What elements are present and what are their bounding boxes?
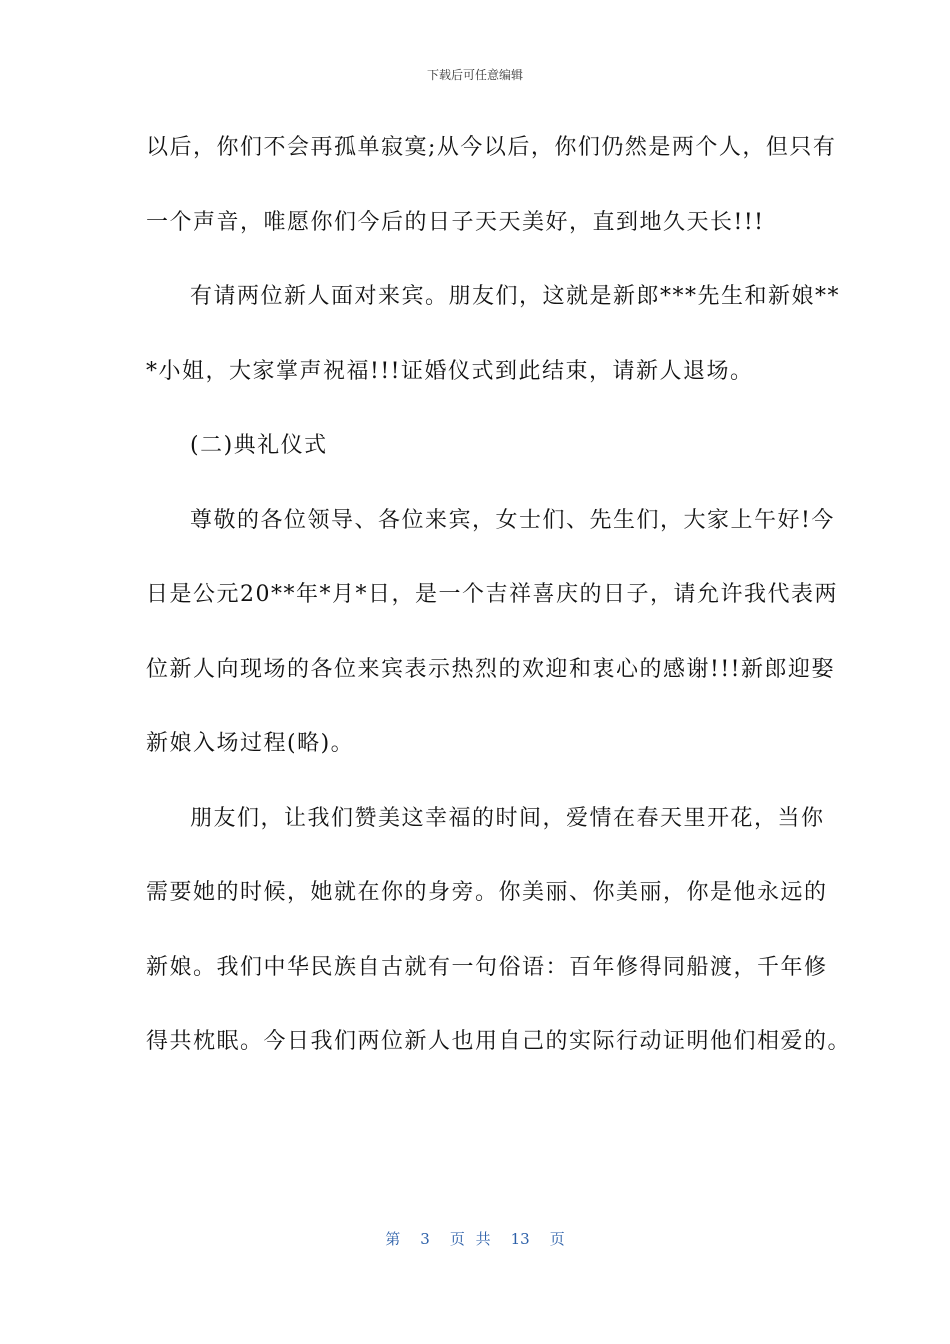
body-line: 需要她的时候，她就在你的身旁。你美丽、你美丽，你是他永远的 [146, 880, 828, 905]
body-line: 新娘入场过程(略)。 [146, 731, 355, 756]
body-line: 新娘。我们中华民族自古就有一句俗语：百年修得同船渡，千年修 [146, 954, 828, 980]
footer-total-pages: 13 [510, 1230, 530, 1248]
section-heading: (二)典礼仪式 [190, 433, 328, 458]
body-line: 以后，你们不会再孤单寂寞;从今以后，你们仍然是两个人，但只有 [146, 135, 837, 160]
paragraph-start-line: 尊敬的各位领导、各位来宾，女士们、先生们，大家上午好!今 [190, 507, 835, 533]
body-line: 日是公元20**年*月*日，是一个吉祥喜庆的日子，请允许我代表两 [146, 582, 838, 607]
page-footer [0, 1228, 950, 1249]
footer-current-page: 3 [420, 1230, 430, 1248]
body-line: 位新人向现场的各位来宾表示热烈的欢迎和衷心的感谢!!!新郎迎娶 [146, 656, 836, 682]
footer-label-page: 第 [385, 1230, 401, 1248]
footer-label-end: 页 [549, 1230, 565, 1248]
body-line: 得共枕眠。今日我们两位新人也用自己的实际行动证明他们相爱的。 [146, 1029, 852, 1054]
paragraph-start-line: 有请两位新人面对来宾。朋友们，这就是新郎***先生和新娘** [190, 284, 841, 309]
body-line: 一个声音，唯愿你们今后的日子天天美好，直到地久天长!!! [146, 209, 765, 235]
page-header: 下载后可任意编辑 [426, 68, 523, 82]
document-body [146, 128, 852, 1097]
body-line: *小姐，大家掌声祝福!!!证婚仪式到此结束，请新人退场。 [146, 358, 754, 384]
paragraph-start-line: 朋友们，让我们赞美这幸福的时间，爱情在春天里开花，当你 [190, 805, 825, 831]
footer-label-total: 页 共 [449, 1230, 491, 1248]
